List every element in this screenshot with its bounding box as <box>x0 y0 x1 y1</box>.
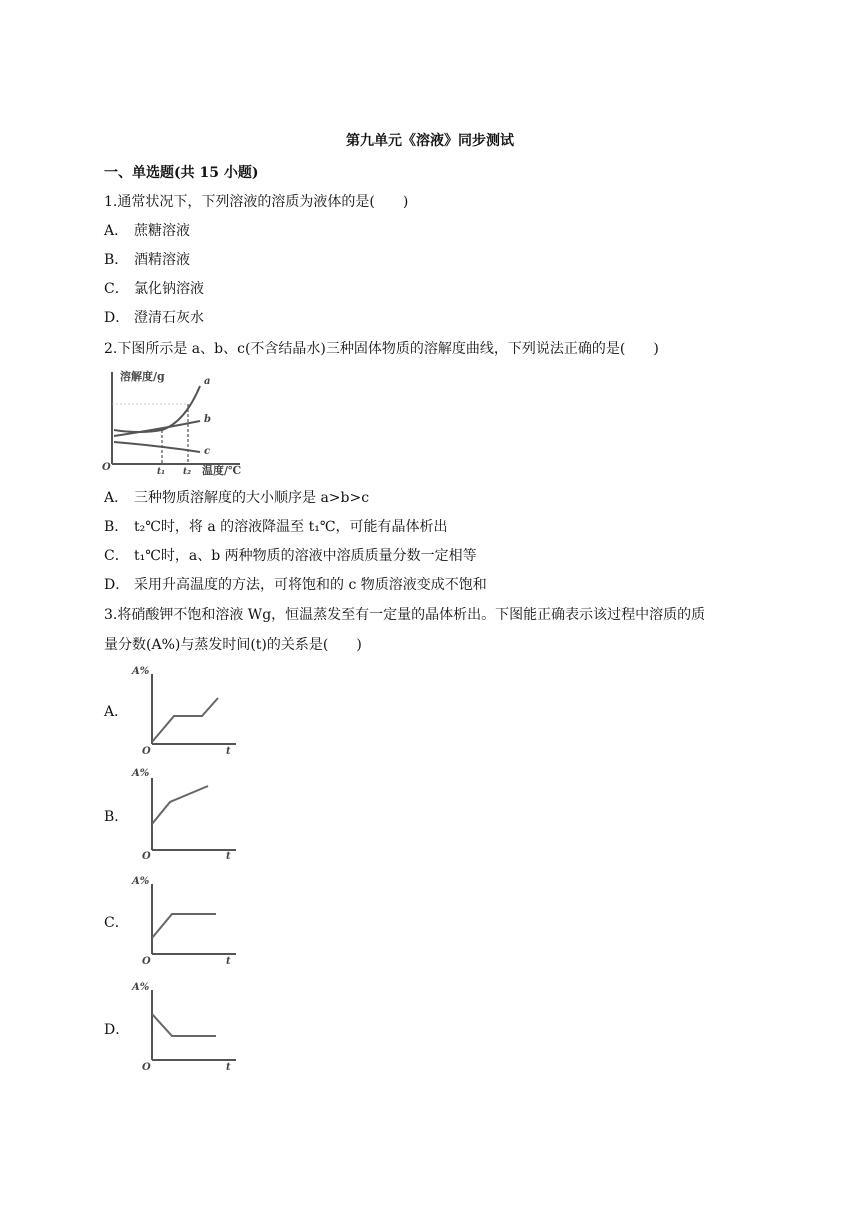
graph-d-x-label: t <box>226 1062 231 1072</box>
curve-c-label: c <box>204 446 211 457</box>
graph-b-x-label: t <box>226 851 231 860</box>
option-letter: C． <box>104 548 129 564</box>
option-letter: D． <box>104 577 130 593</box>
figure-t2-label: t₂ <box>183 467 192 476</box>
option-text: t₁℃时，a、b 两种物质的溶液中溶质质量分数一定相等 <box>134 548 477 564</box>
question-1-stem: 1.通常状况下，下列溶液的溶质为液体的是( ) <box>104 194 409 210</box>
option-letter: A． <box>104 490 129 506</box>
graph-d-letter: D． <box>104 1022 130 1038</box>
graph-b-letter: B． <box>104 809 129 825</box>
graph-a <box>126 660 246 756</box>
question-2-stem: 2.下图所示是 a、b、c(不含结晶水)三种固体物质的溶解度曲线，下列说法正确的是( ) <box>104 341 659 357</box>
option-letter: A． <box>104 223 129 239</box>
graph-d-y-label: A% <box>132 982 150 993</box>
graph-a-y-label: A% <box>132 666 150 677</box>
graph-d <box>126 976 246 1072</box>
curve-b-label: b <box>204 414 211 425</box>
graph-c-y-label: A% <box>132 876 150 887</box>
figure-t1-label: t₁ <box>157 467 166 476</box>
graph-a-x-label: t <box>226 746 231 756</box>
option-text: 酒精溶液 <box>134 252 190 268</box>
q1-option-b <box>104 249 190 269</box>
q2-option-a <box>104 487 369 507</box>
graph-c <box>126 870 246 966</box>
graph-c-x-label: t <box>226 956 231 966</box>
solubility-curve-figure <box>100 364 250 476</box>
option-text: t₂℃时，将 a 的溶液降温至 t₁℃，可能有晶体析出 <box>134 519 448 535</box>
graph-b-origin: O <box>142 851 151 860</box>
option-letter: D． <box>104 310 130 326</box>
figure-x-axis-label: 温度/℃ <box>202 464 242 476</box>
question-3-stem-line-1: 3.将硝酸钾不饱和溶液 Wg，恒温蒸发至有一定量的晶体析出。下图能正确表示该过程中溶质的质 <box>104 607 706 623</box>
option-text: 三种物质溶解度的大小顺序是 a>b>c <box>134 490 370 506</box>
q2-option-c <box>104 545 477 565</box>
q2-option-d <box>104 574 487 594</box>
graph-c-letter: C． <box>104 915 129 931</box>
option-text: 蔗糖溶液 <box>134 223 190 239</box>
option-text: 澄清石灰水 <box>134 310 204 326</box>
graph-b <box>126 764 246 860</box>
option-letter: B． <box>104 252 129 268</box>
section-heading: 一、单选题(共 15 小题) <box>104 165 259 181</box>
q1-option-d <box>104 307 204 327</box>
figure-y-axis-label: 溶解度/g <box>120 370 165 383</box>
q1-option-c <box>104 278 204 298</box>
option-text: 氯化钠溶液 <box>134 281 204 297</box>
document-title: 第九单元《溶液》同步测试 <box>346 133 514 149</box>
graph-d-origin: O <box>142 1062 151 1072</box>
option-letter: C． <box>104 281 129 297</box>
option-letter: B． <box>104 519 129 535</box>
figure-origin-label: O <box>102 462 111 473</box>
graph-b-y-label: A% <box>132 768 150 779</box>
graph-a-letter: A． <box>104 704 129 720</box>
q2-option-b <box>104 516 448 536</box>
option-text: 采用升高温度的方法，可将饱和的 c 物质溶液变成不饱和 <box>134 577 487 593</box>
graph-c-origin: O <box>142 956 151 966</box>
q1-option-a <box>104 220 190 240</box>
curve-a-label: a <box>204 376 211 387</box>
question-3-stem-line-2: 量分数(A%)与蒸发时间(t)的关系是( ) <box>104 637 362 653</box>
graph-a-origin: O <box>142 746 151 756</box>
